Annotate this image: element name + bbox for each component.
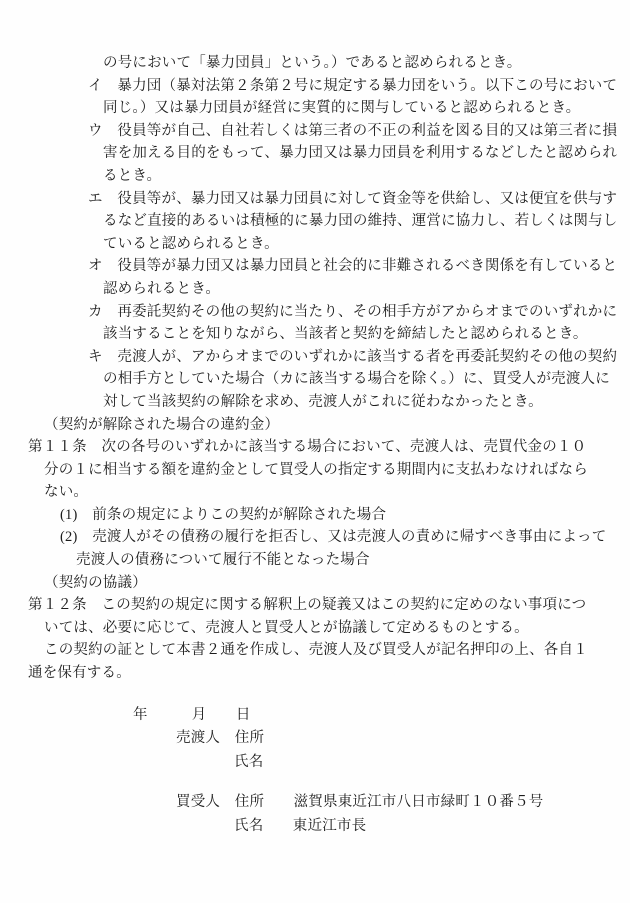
document-line: 対して当該契約の解除を求め、売渡人がこれに従わなかったとき。: [103, 393, 543, 410]
document-line: キ 売渡人が、アからオまでのいずれかに該当する者を再委託契約その他の契約: [88, 348, 618, 365]
document-line: オ 役員等が暴力団又は暴力団員と社会的に非難されるべき関係を有していると: [88, 258, 618, 275]
document-line: 氏名 東近江市長: [234, 817, 367, 834]
document-line: 買受人 住所 滋賀県東近江市八日市緑町１０番５号: [176, 794, 544, 811]
document-line: 該当することを知りながら、当該者と契約を締結したと認められるとき。: [103, 326, 588, 343]
document-line: ていると認められるとき。: [103, 235, 279, 252]
document-line: の相手方としていた場合（カに該当する場合を除く。）に、買受人が売渡人に: [103, 371, 610, 388]
document-line: エ 役員等が、暴力団又は暴力団員に対して資金等を供給し、又は便宜を供与す: [88, 190, 618, 207]
document-line: イ 暴力団（暴対法第２条第２号に規定する暴力団をいう。以下この号において: [88, 77, 618, 94]
document-line: （契約が解除された場合の違約金）: [44, 416, 280, 433]
document-line: 年 月 日: [133, 706, 251, 723]
document-line: ない。: [44, 484, 89, 501]
document-line: 害を加える目的をもって、暴力団又は暴力団員を利用するなどしたと認められ: [103, 145, 618, 162]
document-line: 認められるとき。: [103, 280, 221, 297]
document-line: カ 再委託契約その他の契約に当たり、その相手方がアからオまでのいずれかに: [88, 303, 618, 320]
document-line: 通を保有する。: [28, 665, 131, 682]
document-line: 第１１条 次の各号のいずれかに該当する場合において、売渡人は、売買代金の１０: [28, 439, 587, 456]
document-line: の号において「暴力団員」という。）であると認められるとき。: [103, 55, 522, 71]
document-line: (1) 前条の規定によりこの契約が解除された場合: [60, 506, 387, 523]
document-line: 同じ。）又は暴力団員が経営に実質的に関与していると認められるとき。: [103, 100, 581, 117]
document-line: (2) 売渡人がその債務の履行を拒否し、又は売渡人の責めに帰すべき事由によって: [60, 529, 607, 546]
document-line: いては、必要に応じて、売渡人と買受人とが協議して定めるものとする。: [44, 619, 529, 636]
document-line: この契約の証として本書２通を作成し、売渡人及び買受人が記名押印の上、各自１: [44, 642, 588, 659]
document-line: 売渡人 住所: [176, 730, 265, 747]
document-line: ウ 役員等が自己、自社若しくは第三者の不正の利益を図る目的又は第三者に損: [88, 122, 618, 139]
document-line: 売渡人の債務について履行不能となった場合: [76, 552, 370, 569]
document-line: るとき。: [103, 167, 162, 184]
document-line: 第１２条 この契約の規定に関する解釈上の疑義又はこの契約に定めのない事項につ: [28, 597, 587, 614]
document-line: るなど直接的あるいは積極的に暴力団の維持、運営に協力し、若しくは関与し: [103, 213, 618, 230]
document-line: 分の１に相当する額を違約金として買受人の指定する期間内に支払わなければなら: [44, 461, 588, 478]
document-line: 氏名: [234, 753, 264, 770]
document-line: （契約の協議）: [44, 574, 147, 591]
